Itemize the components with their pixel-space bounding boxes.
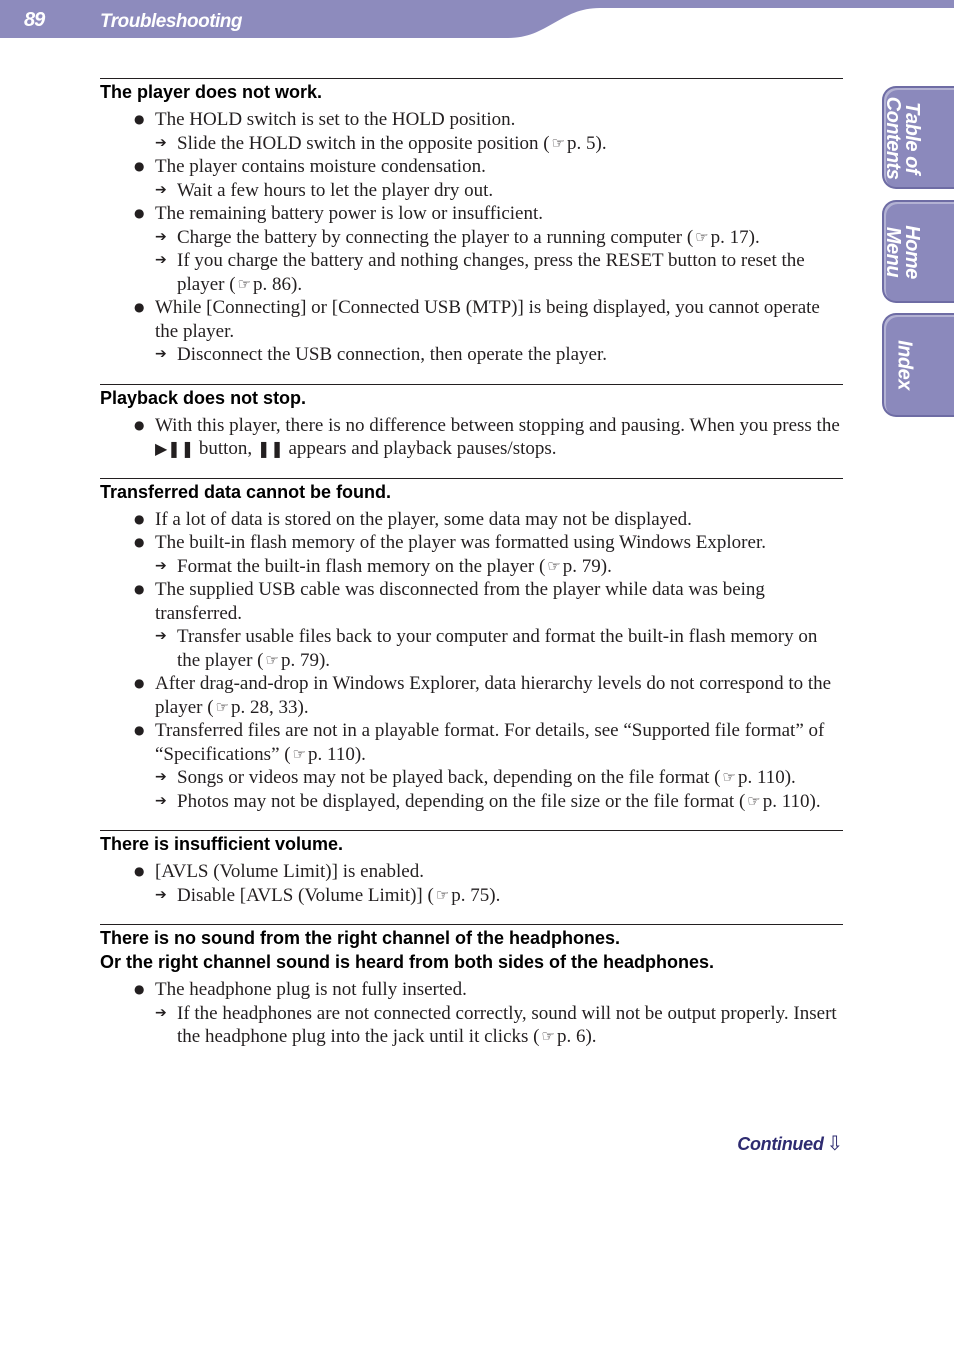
- remedy-item: [100, 179, 843, 203]
- line-text: Transfer usable files back to your computer and format the built-in flash memory on the player (: [177, 626, 818, 671]
- topic-list: [100, 978, 843, 1049]
- continued-link[interactable]: [737, 1131, 843, 1155]
- line-text: Transferred files are not in a playable format. For details, see “Supported file format” of “Specifications” (: [155, 720, 825, 765]
- cause-item: [100, 978, 843, 1002]
- topic-title: The player does not work.: [100, 82, 323, 102]
- line-text: The headphone plug is not fully inserted.: [155, 979, 467, 1000]
- cause-item: [100, 508, 843, 532]
- line-text: Wait a few hours to let the player dry out.: [177, 179, 494, 201]
- remedy-item: [100, 555, 843, 579]
- topic-section: [100, 478, 843, 814]
- cause-item: [100, 414, 843, 461]
- line-text: Songs or videos may not be played back, depending on the file format (: [177, 767, 721, 788]
- cause-item: [100, 578, 843, 625]
- line-text: The built-in flash memory of the player was formatted using Windows Explorer.: [155, 532, 766, 553]
- cause-item: [100, 296, 843, 343]
- page-reference-link[interactable]: p. 110).: [308, 743, 366, 765]
- page-reference-link[interactable]: p. 17).: [710, 226, 760, 248]
- down-arrow-icon: ⇩: [826, 1131, 843, 1155]
- line-text: Charge the battery by connecting the player to a running computer (: [177, 226, 694, 248]
- pointing-hand-icon: ☞: [722, 768, 736, 786]
- page-reference-link[interactable]: p. 5).: [567, 132, 607, 154]
- pointing-hand-icon: ☞: [237, 274, 252, 293]
- page-reference-link[interactable]: p. 79).: [280, 649, 331, 671]
- topic-section: [100, 78, 843, 367]
- topic-list: [100, 414, 843, 461]
- topic-list: [100, 508, 843, 814]
- cause-item: [100, 860, 843, 884]
- line-text: The remaining battery power is low or insufficient.: [155, 203, 543, 224]
- line-text: The HOLD switch is set to the HOLD position.: [155, 109, 516, 130]
- line-text: button,: [194, 438, 257, 459]
- remedy-item: [100, 884, 843, 908]
- line-text: appears and playback pauses/stops.: [283, 438, 557, 459]
- line-text: Disable [AVLS (Volume Limit)] (: [177, 884, 434, 906]
- cause-item: [100, 202, 843, 226]
- topic-heading: [100, 79, 843, 104]
- remedy-item: [100, 1002, 843, 1049]
- tab-label: Table of Contents: [882, 96, 923, 179]
- tab-home-menu[interactable]: [882, 200, 954, 303]
- pointing-hand-icon: ☞: [265, 650, 279, 669]
- page-reference-link[interactable]: p. 75).: [451, 884, 501, 906]
- pause-icon: ❚❚: [256, 439, 284, 458]
- topic-section: [100, 924, 843, 1049]
- cause-item: [100, 719, 843, 766]
- topic-title: Playback does not stop.: [100, 387, 307, 408]
- line-text: Disconnect the USB connection, then operate the player.: [177, 344, 608, 365]
- cause-item: [100, 155, 843, 179]
- cause-item: [100, 531, 843, 555]
- line-text: Photos may not be displayed, depending on the file size or the file format (: [177, 790, 746, 812]
- page-reference-link[interactable]: p. 110).: [737, 767, 796, 788]
- topic-heading: [100, 479, 843, 504]
- remedy-item: [100, 226, 843, 250]
- remedy-item: [100, 766, 843, 790]
- remedy-item: [100, 790, 843, 814]
- play-pause-icon: ▶❚❚: [155, 439, 195, 458]
- topic-title-line-2: Or the right channel sound is heard from both sides of the headphones.: [100, 952, 715, 972]
- line-text: Format the built-in flash memory on the player (: [177, 555, 546, 577]
- topic-section: [100, 830, 843, 907]
- pointing-hand-icon: ☞: [435, 885, 450, 904]
- page-reference-link[interactable]: p. 86).: [253, 273, 303, 295]
- continued-label: Continued: [737, 1134, 824, 1154]
- pointing-hand-icon: ☞: [747, 791, 761, 810]
- topic-section: [100, 384, 843, 461]
- line-text: After drag-and-drop in Windows Explorer, data hierarchy levels do not correspond to the player (: [155, 673, 832, 718]
- line-text: The player contains moisture condensation.: [155, 156, 486, 177]
- page-reference-link[interactable]: p. 79).: [562, 555, 612, 577]
- line-text: If you charge the battery and nothing changes, press the RESET button to reset the player (: [177, 250, 805, 295]
- topic-title: Transferred data cannot be found.: [100, 481, 392, 502]
- topic-heading: [100, 385, 843, 410]
- remedy-item: [100, 343, 843, 367]
- cause-item: [100, 108, 843, 132]
- cause-item: [100, 672, 843, 719]
- line-text: If a lot of data is stored on the player, some data may not be displayed.: [155, 508, 692, 530]
- page-reference-link[interactable]: p. 6).: [556, 1026, 597, 1047]
- topic-title: There is insufficient volume.: [100, 834, 344, 854]
- page-number: 89: [24, 9, 45, 31]
- section-title: Troubleshooting: [100, 11, 243, 32]
- line-text: [AVLS (Volume Limit)] is enabled.: [155, 861, 424, 882]
- topic-heading: [100, 831, 843, 856]
- tab-index[interactable]: [882, 313, 954, 417]
- tab-label: Home Menu: [882, 224, 923, 279]
- topic-title: There is no sound from the right channel of the headphones.: [100, 928, 621, 948]
- remedy-item: [100, 249, 843, 296]
- page-reference-link[interactable]: p. 28, 33).: [231, 696, 309, 718]
- tab-label: Index: [893, 340, 916, 390]
- topic-list: [100, 860, 843, 907]
- page-reference-link[interactable]: p. 110).: [762, 790, 821, 812]
- pointing-hand-icon: ☞: [547, 556, 561, 575]
- topic-heading: [100, 925, 843, 974]
- topic-list: [100, 108, 843, 367]
- pointing-hand-icon: ☞: [215, 697, 230, 716]
- tab-table-of-contents[interactable]: [882, 86, 954, 189]
- line-text: With this player, there is no difference between stopping and pausing. When you press the: [155, 414, 840, 436]
- remedy-item: [100, 132, 843, 156]
- line-text: The supplied USB cable was disconnected from the player while data was being transferred.: [155, 579, 765, 624]
- line-text: If the headphones are not connected correctly, sound will not be output properly. Insert the headphone plug into the jack until it clicks (: [177, 1002, 837, 1047]
- pointing-hand-icon: ☞: [695, 227, 709, 246]
- pointing-hand-icon: ☞: [551, 133, 566, 152]
- line-text: While [Connecting] or [Connected USB (MTP)] is being displayed, you cannot operate the player.: [155, 297, 820, 342]
- page-header: [0, 0, 954, 40]
- line-text: Slide the HOLD switch in the opposite position (: [177, 132, 550, 154]
- remedy-item: [100, 625, 843, 672]
- troubleshooting-content: [100, 78, 843, 1049]
- pointing-hand-icon: ☞: [541, 1027, 555, 1045]
- pointing-hand-icon: ☞: [292, 744, 307, 763]
